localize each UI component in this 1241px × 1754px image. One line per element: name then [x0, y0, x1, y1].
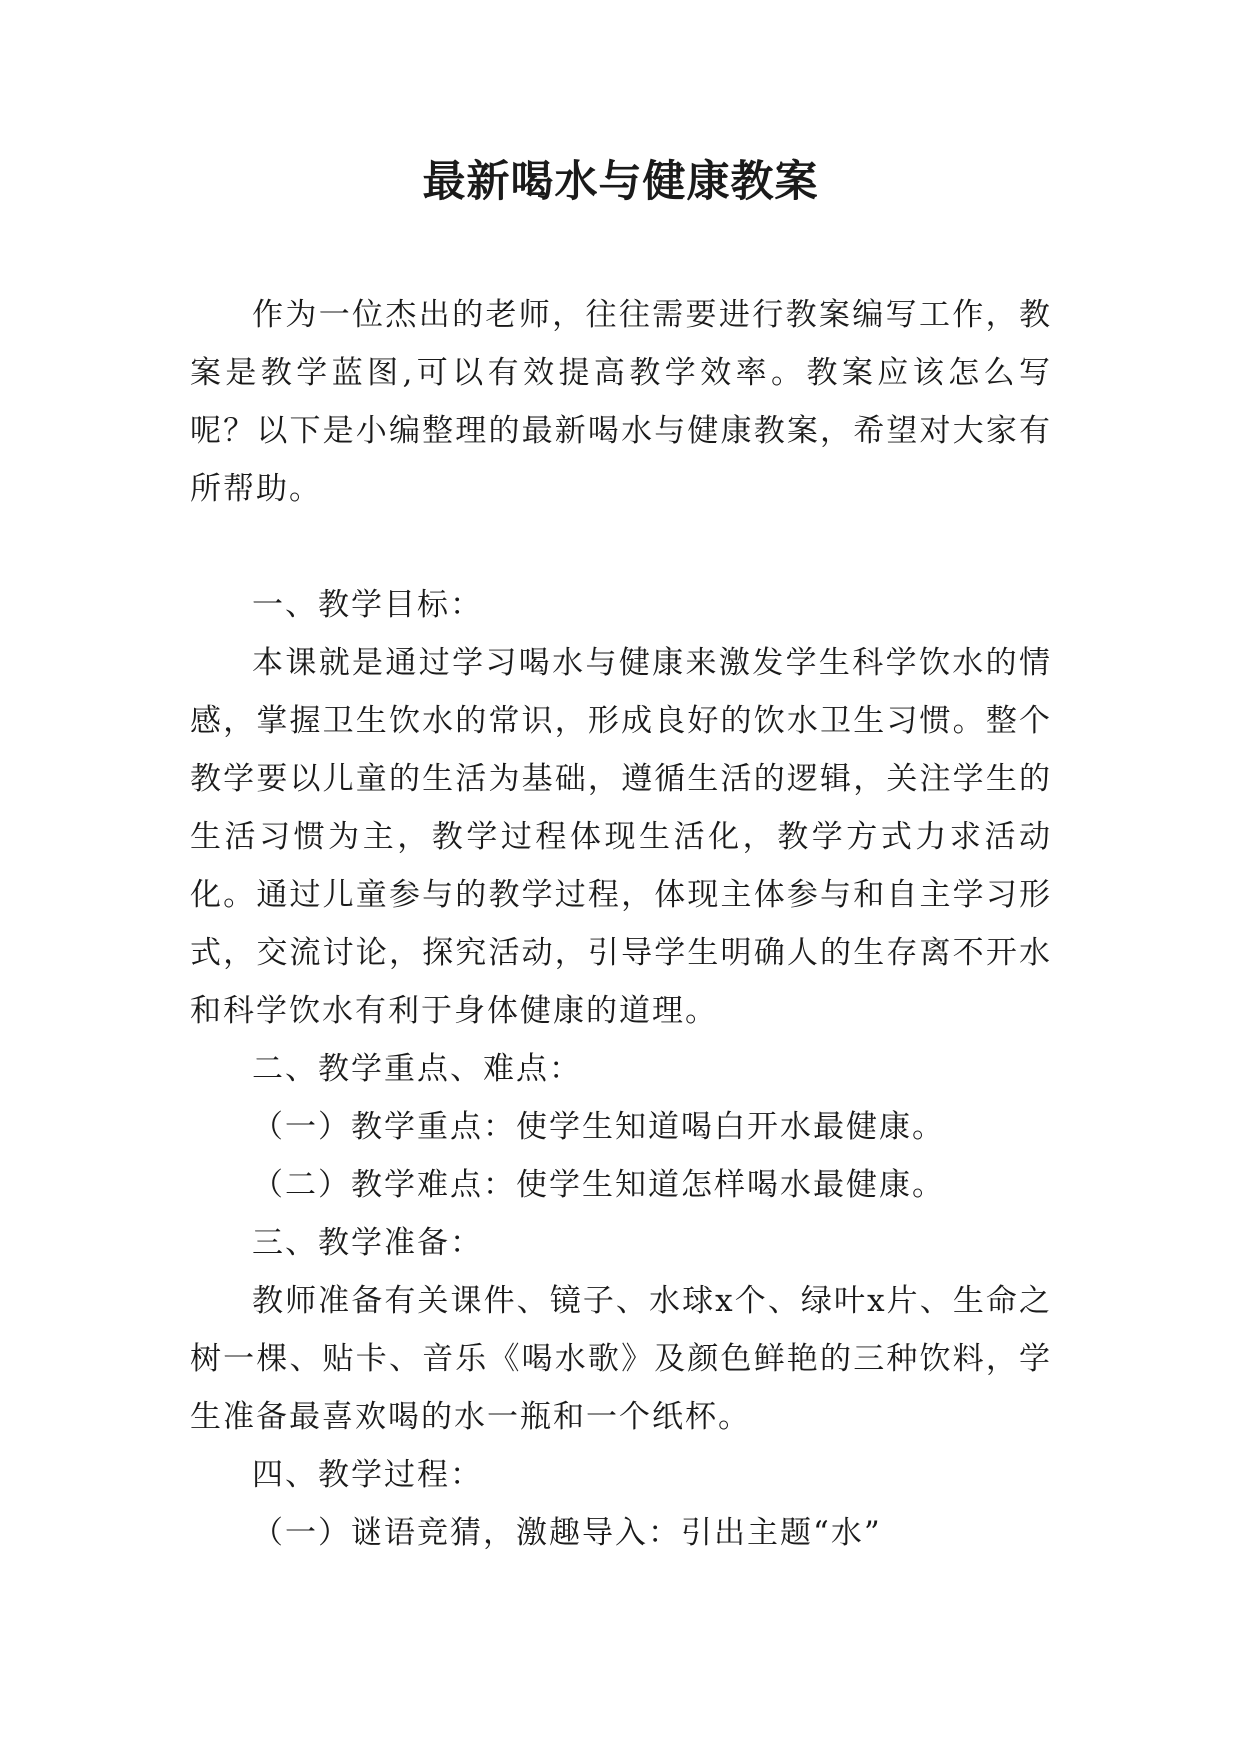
document-title: 最新喝水与健康教案	[422, 157, 819, 207]
section-1-body: 本课就是通过学习喝水与健康来激发学生科学饮水的情感，掌握卫生饮水的常识，形成良好的饮水卫生习惯。整个教学要以儿童的生活为基础，遵循生活的逻辑，关注学生的生活习惯为主，教学过程体现生活化，教学方式力求活动化。通过儿童参与的教学过程，体现主体参与和自主学习形式，交流讨论，探究活动，引导学生明确人的生存离不开水和科学饮水有利于身体健康的道理。	[190, 645, 1052, 1029]
section-2-point-1: （一）教学重点：使学生知道喝白开水最健康。	[252, 1109, 945, 1145]
section-1-heading: 一、教学目标：	[252, 587, 483, 623]
document-body	[190, 286, 1052, 1562]
section-4-step-1: （一）谜语竞猜，激趣导入：引出主题“水”	[252, 1515, 882, 1551]
section-3-body: 教师准备有关课件、镜子、水球x个、绿叶x片、生命之树一棵、贴卡、音乐《喝水歌》及颜色鲜艳的三种饮料，学生准备最喜欢喝的水一瓶和一个纸杯。	[190, 1283, 1052, 1435]
section-3-heading: 三、教学准备：	[252, 1225, 483, 1261]
section-4-heading: 四、教学过程：	[252, 1457, 483, 1493]
section-2-point-2: （二）教学难点：使学生知道怎样喝水最健康。	[252, 1167, 945, 1203]
paragraph-gap	[190, 518, 1052, 576]
section-2-heading: 二、教学重点、难点：	[252, 1051, 582, 1087]
intro-paragraph: 作为一位杰出的老师，往往需要进行教案编写工作，教案是教学蓝图,可以有效提高教学效率。教案应该怎么写呢？以下是小编整理的最新喝水与健康教案，希望对大家有所帮助。	[190, 297, 1052, 507]
